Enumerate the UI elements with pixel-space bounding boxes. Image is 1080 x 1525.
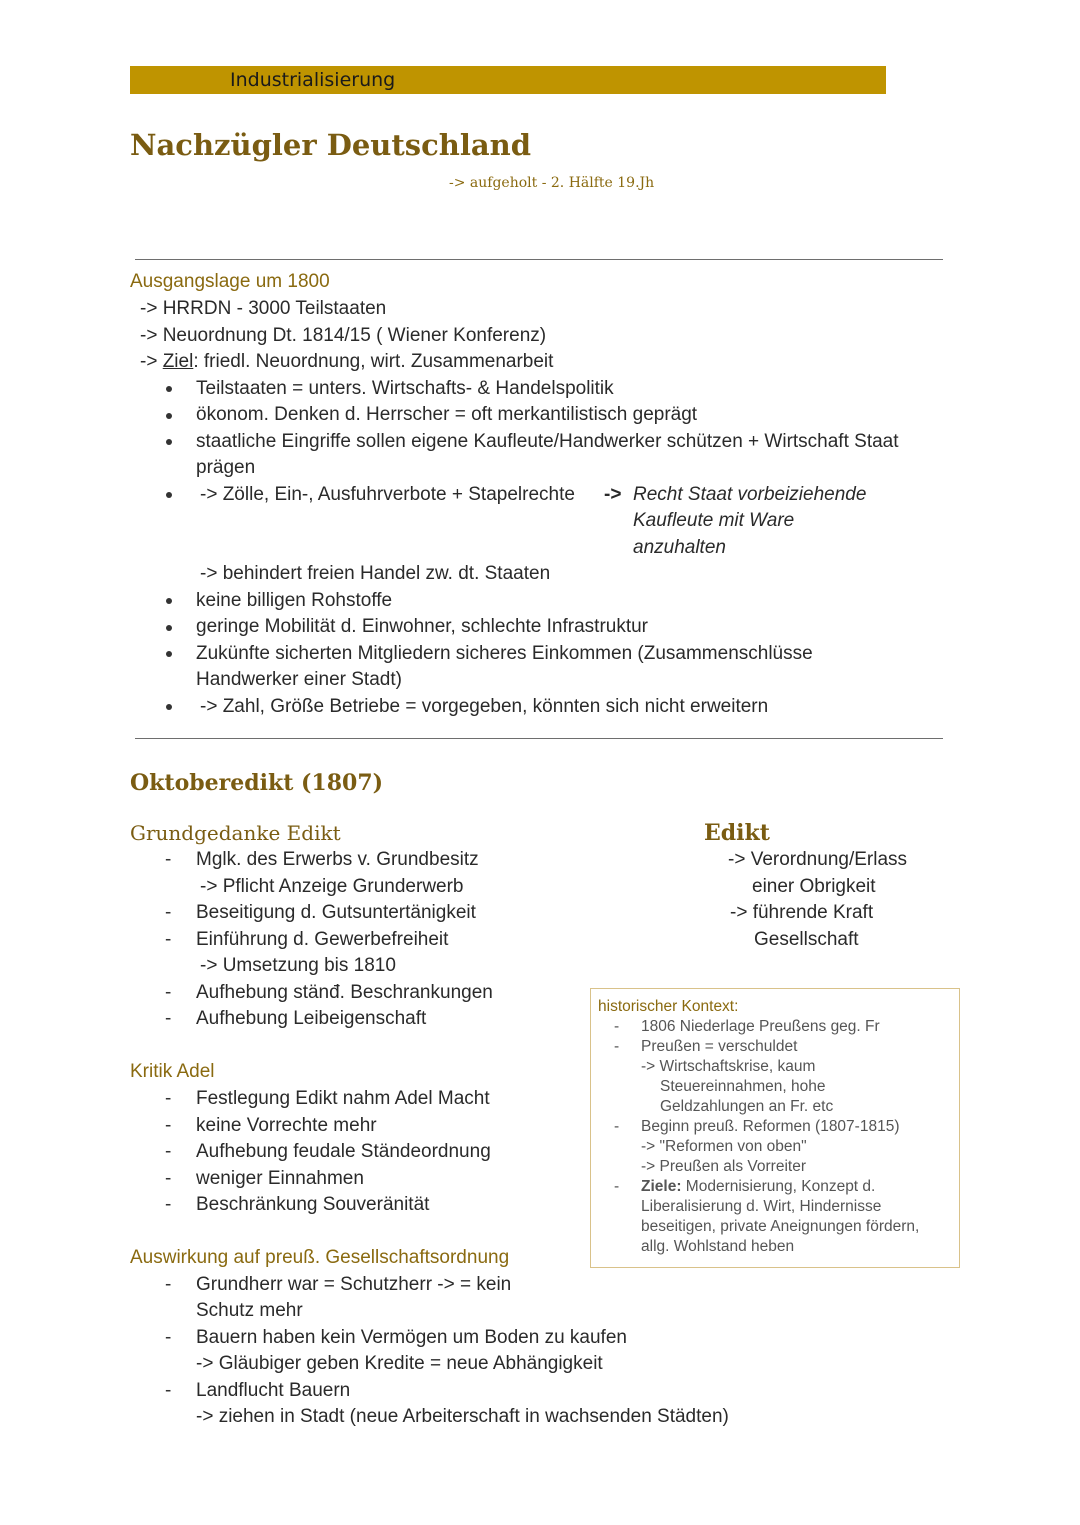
list-item-continuation: -> Gläubiger geben Kredite = neue Abhängigkeit <box>196 1353 603 1374</box>
dash-icon: - <box>165 1380 172 1401</box>
list-item: keine Vorrechte mehr <box>196 1115 377 1136</box>
list-item: Mglk. des Erwerbs v. Grundbesitz <box>196 849 479 870</box>
note-italic: Recht Staat vorbeiziehende <box>633 484 867 505</box>
list-item: Festlegung Edikt nahm Adel Macht <box>196 1088 490 1109</box>
list-item: Beseitigung d. Gutsuntertänigkeit <box>196 902 476 923</box>
list-item-continuation: -> Pflicht Anzeige Grunderwerb <box>200 876 464 897</box>
dash-icon: - <box>165 1194 172 1215</box>
context-line: allg. Wohlstand heben <box>641 1238 795 1255</box>
dash-icon: - <box>165 1088 172 1109</box>
list-item: Zukünfte sicherten Mitgliedern sicheres Einkommen (Zusammenschlüsse <box>196 643 813 664</box>
list-item: Grundherr war = Schutzherr -> = kein <box>196 1274 512 1295</box>
dash-icon: - <box>165 1115 172 1136</box>
dash-icon: - <box>165 982 172 1003</box>
list-item-continuation: Schutz mehr <box>196 1300 303 1321</box>
context-line: 1806 Niederlage Preußens geg. Fr <box>641 1018 880 1035</box>
dash-icon: - <box>165 1008 172 1029</box>
list-item: Teilstaaten = unters. Wirtschafts- & Handelspolitik <box>196 378 614 399</box>
subheading-grundgedanke: Grundgedanke Edikt <box>130 821 341 845</box>
text-line: -> HRRDN - 3000 Teilstaaten <box>140 298 387 319</box>
context-line: -> Wirtschaftskrise, kaum <box>641 1058 816 1075</box>
context-keyword: Ziele: <box>641 1178 682 1195</box>
bullet-icon <box>166 625 172 631</box>
section-title-oktoberedikt: Oktoberedikt (1807) <box>130 770 384 796</box>
list-item: geringe Mobilität d. Einwohner, schlechte Infrastruktur <box>196 616 649 637</box>
list-item: Einführung d. Gewerbefreiheit <box>196 929 449 950</box>
ziel-text: : friedl. Neuordnung, wirt. Zusammenarbeit <box>193 351 554 372</box>
dash-icon: - <box>165 929 172 950</box>
context-line <box>641 1178 875 1196</box>
list-item: Aufhebung stänđ. Beschrankungen <box>196 982 493 1003</box>
list-item: Aufhebung Leibeigenschaft <box>196 1008 427 1029</box>
list-item-continuation: Handwerker einer Stadt) <box>196 669 402 690</box>
list-item: Landflucht Bauern <box>196 1380 351 1401</box>
bullet-icon <box>166 651 172 657</box>
dash-icon: - <box>165 1274 172 1295</box>
dash-icon: - <box>165 1141 172 1162</box>
dash-icon: - <box>165 902 172 923</box>
text-line: -> Neuordnung Dt. 1814/15 ( Wiener Konferenz) <box>140 325 547 346</box>
list-item-continuation: -> behindert freien Handel zw. dt. Staaten <box>200 563 551 584</box>
bullet-icon <box>166 598 172 604</box>
list-item-continuation: prägen <box>196 457 256 478</box>
subheading-kritik: Kritik Adel <box>130 1061 215 1082</box>
dash-icon: - <box>165 849 172 870</box>
dash-icon: - <box>165 1168 172 1189</box>
bullet-icon <box>166 386 172 392</box>
context-line: -> Preußen als Vorreiter <box>641 1158 806 1175</box>
context-line: Preußen = verschuldet <box>641 1038 798 1055</box>
definition-line: -> führende Kraft <box>730 902 874 923</box>
bullet-icon <box>166 439 172 445</box>
context-line: Geldzahlungen an Fr. etc <box>660 1098 834 1115</box>
ziel-line <box>140 351 553 373</box>
context-line: beseitigen, private Aneignungen fördern, <box>641 1218 920 1235</box>
list-item: -> Zölle, Ein-, Ausfuhrverbote + Stapelrechte <box>200 484 575 505</box>
context-line: Beginn preuß. Reformen (1807-1815) <box>641 1118 900 1135</box>
divider-bottom <box>135 738 943 739</box>
list-item-continuation: -> ziehen in Stadt (neue Arbeiterschaft in wachsenden Städten) <box>196 1406 729 1427</box>
list-item: Aufhebung feudale Ständeordnung <box>196 1141 491 1162</box>
page-title: Nachzügler Deutschland <box>130 128 532 162</box>
dash-icon: - <box>614 1018 620 1035</box>
page-subtitle: -> aufgeholt - 2. Hälfte 19.Jh <box>449 175 655 191</box>
list-item: ökonom. Denken d. Herrscher = oft merkantilistisch geprägt <box>196 404 698 425</box>
bullet-icon <box>166 492 172 498</box>
definition-line: einer Obrigkeit <box>752 876 876 897</box>
list-item: Bauern haben kein Vermögen um Boden zu kaufen <box>196 1327 627 1348</box>
context-line: Steuereinnahmen, hohe <box>660 1078 826 1095</box>
context-text: Modernisierung, Konzept d. <box>681 1178 876 1195</box>
context-heading: historischer Kontext: <box>598 998 739 1015</box>
arrow-label: -> <box>604 484 622 505</box>
definition-line: -> Verordnung/Erlass <box>728 849 908 870</box>
note-italic: anzuhalten <box>633 537 726 558</box>
section-heading-ausgangslage: Ausgangslage um 1800 <box>130 271 330 292</box>
bullet-icon <box>166 704 172 710</box>
list-item: -> Zahl, Größe Betriebe = vorgegeben, könnten sich nicht erweitern <box>200 696 769 717</box>
dash-icon: - <box>614 1178 620 1195</box>
topic-label: Industrialisierung <box>230 69 396 91</box>
bullet-icon <box>166 413 172 419</box>
list-item: weniger Einnahmen <box>196 1168 364 1189</box>
subheading-auswirkung: Auswirkung auf preuß. Gesellschaftsordnung <box>130 1247 510 1268</box>
ziel-keyword: Ziel <box>162 351 194 372</box>
list-item-continuation: -> Umsetzung bis 1810 <box>200 955 396 976</box>
ziel-prefix: -> <box>140 351 163 372</box>
definition-line: Gesellschaft <box>754 929 859 950</box>
subheading-edikt: Edikt <box>704 820 770 846</box>
dash-icon: - <box>165 1327 172 1348</box>
divider-top <box>135 259 943 260</box>
list-item: keine billigen Rohstoffe <box>196 590 393 611</box>
list-item: staatliche Eingriffe sollen eigene Kaufleute/Handwerker schützen + Wirtschaft Staat <box>196 431 899 452</box>
context-line: -> "Reformen von oben" <box>641 1138 807 1155</box>
context-line: Liberalisierung d. Wirt, Hindernisse <box>641 1198 882 1215</box>
dash-icon: - <box>614 1038 620 1055</box>
note-italic: Kaufleute mit Ware <box>633 510 795 531</box>
list-item: Beschränkung Souveränität <box>196 1194 430 1215</box>
dash-icon: - <box>614 1118 620 1135</box>
